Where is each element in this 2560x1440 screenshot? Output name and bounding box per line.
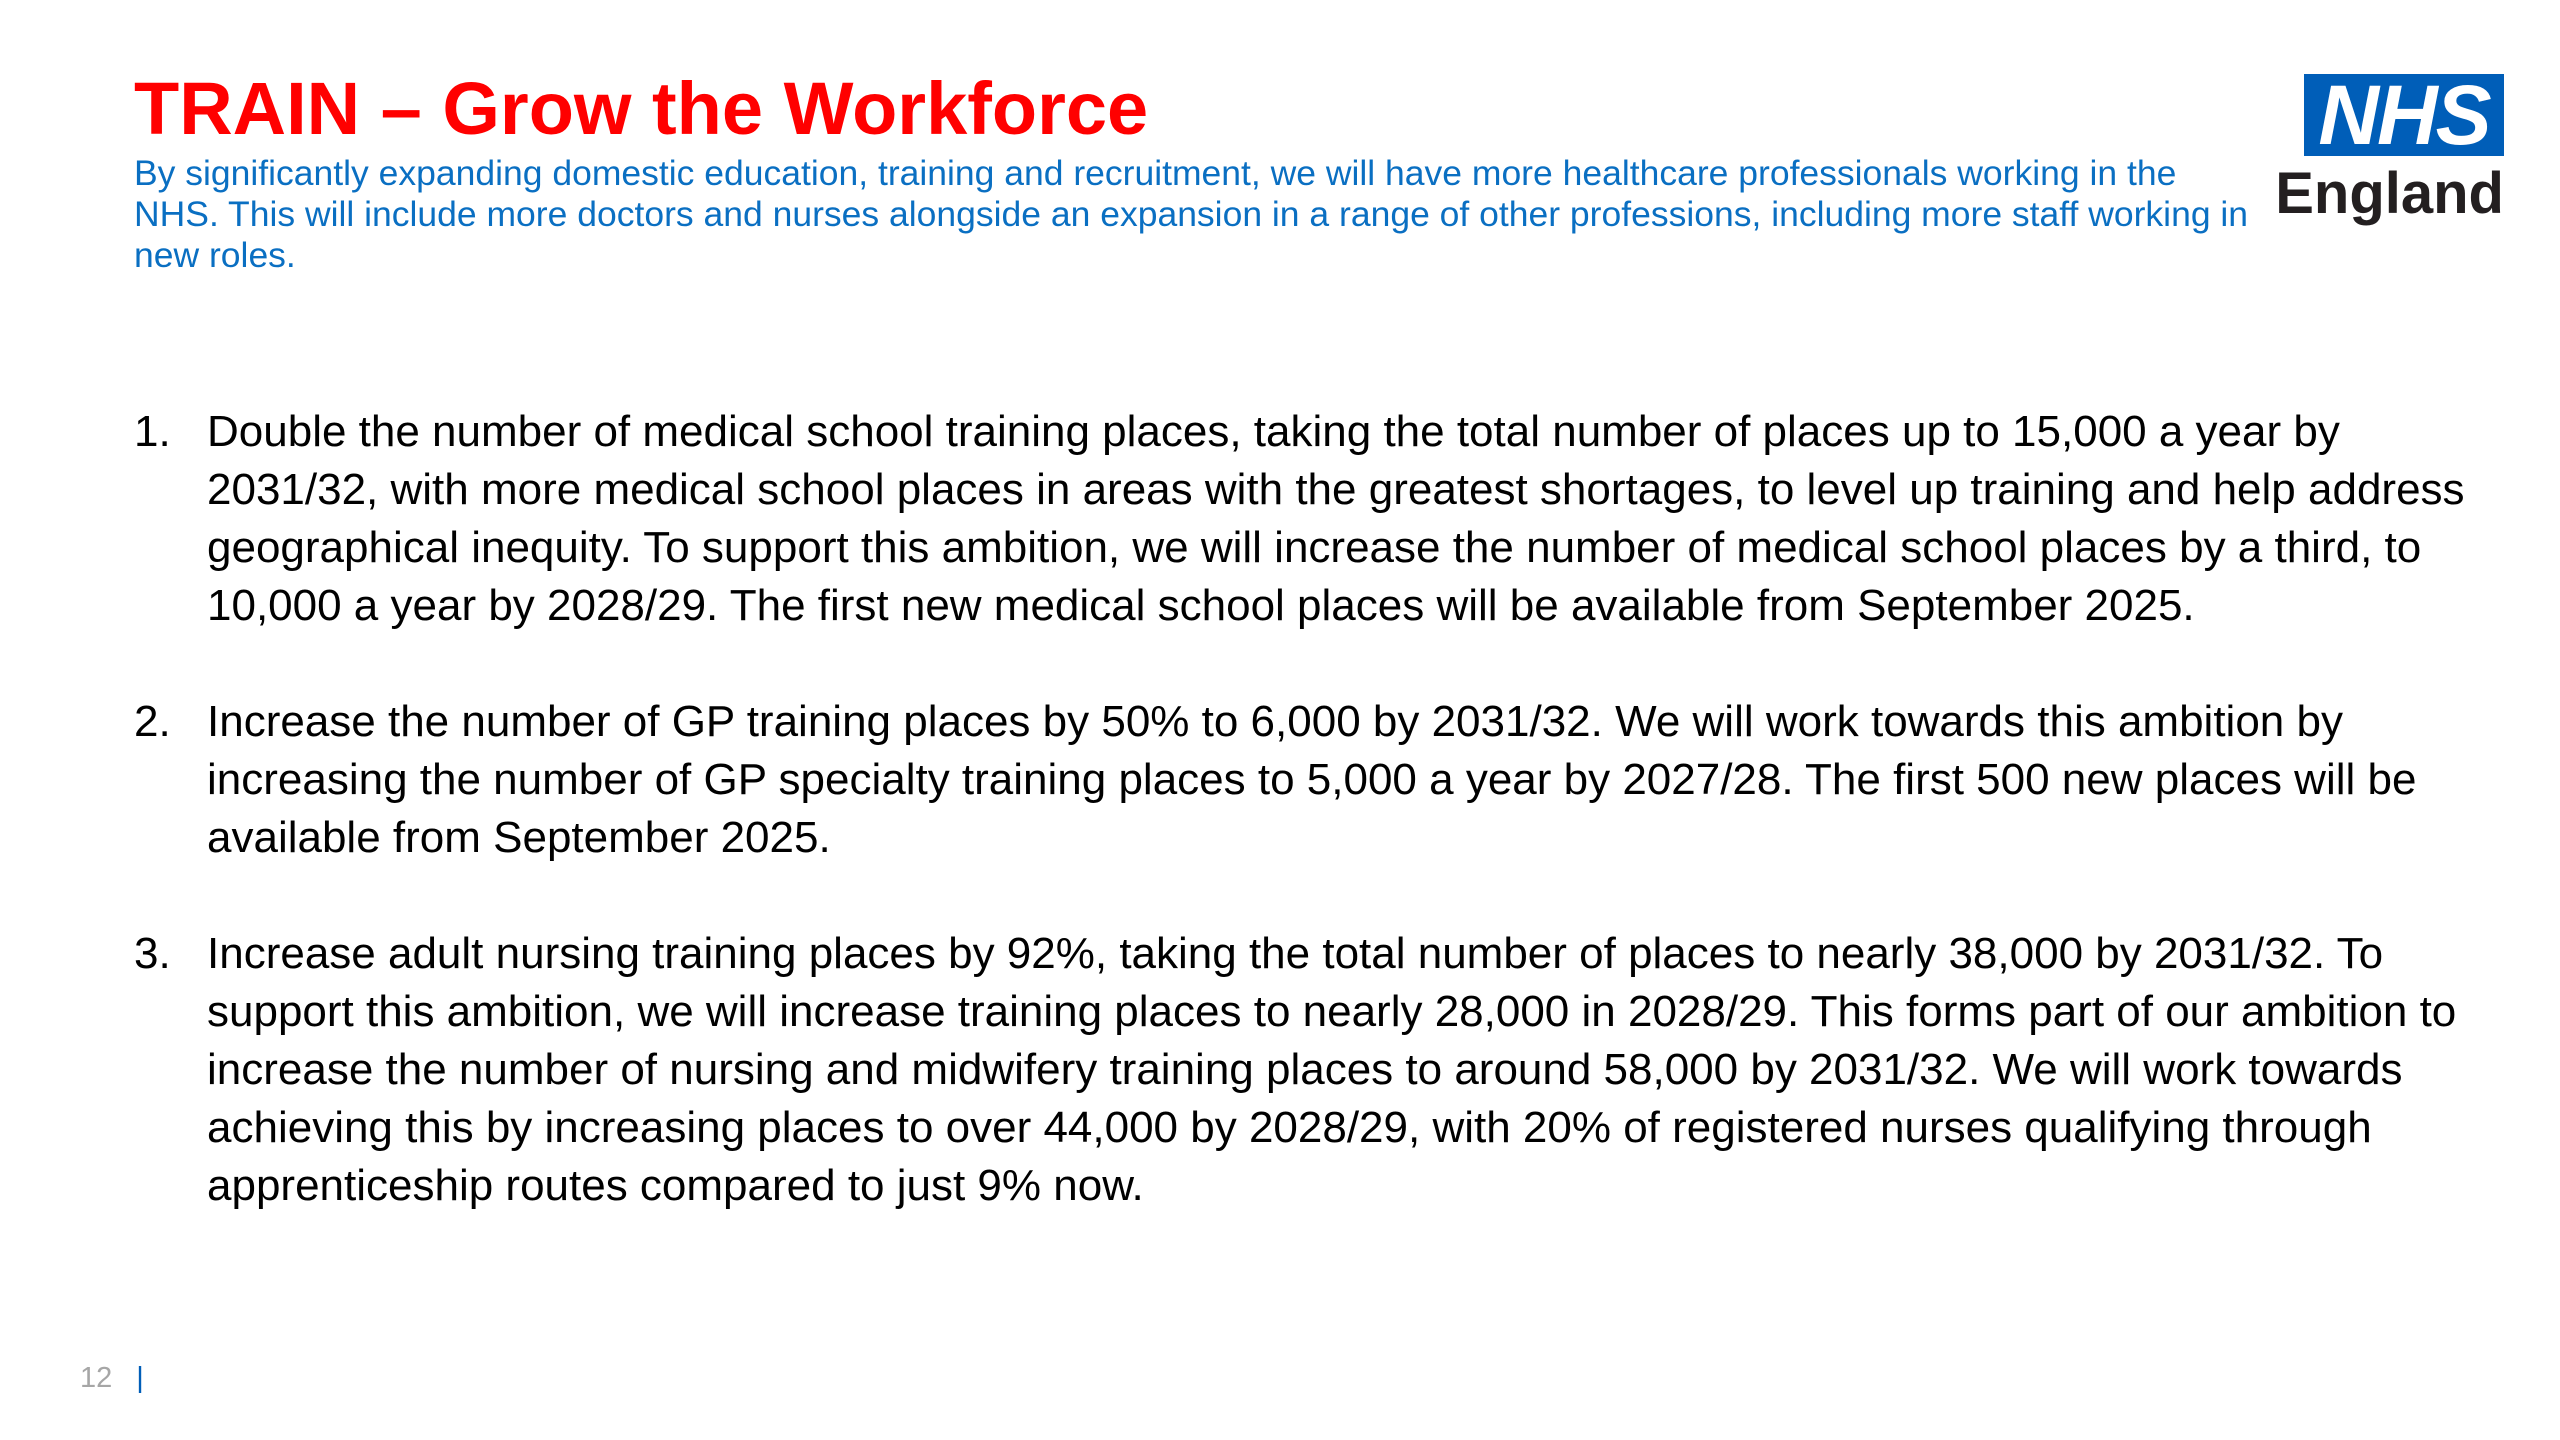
nhs-england-logo (2275, 68, 2504, 234)
slide-title: TRAIN – Grow the Workforce (134, 67, 1149, 150)
list-item (134, 403, 2514, 635)
slide-footer (80, 1360, 144, 1396)
list-item-text: Increase the number of GP training places by 50% to 6,000 by 2031/32. We will work towards this ambition by increasing the number of GP specialty training places to 5,000 a year by 2027/28. The first 500 new places will be available from September 2025. (207, 697, 2417, 862)
list-item-number: 2. (134, 697, 171, 746)
nhs-logo-mark: NHS (2304, 74, 2504, 156)
list-item (134, 693, 2514, 867)
page-number: 12 (80, 1362, 113, 1394)
list-item (134, 925, 2514, 1215)
nhs-logo-name: England (2275, 161, 2504, 226)
list-item-number: 3. (134, 929, 171, 978)
commitments-list (134, 403, 2514, 1273)
list-item-text: Double the number of medical school training places, taking the total number of places up to 15,000 a year by 2031/32, with more medical school places in areas with the greatest shortages, to level up training and help address geographical inequity. To support this ambition, we will increase the number of medical school places by a third, to 10,000 a year by 2028/29. The first new medical school places will be available from September 2025. (207, 407, 2465, 630)
list-item-number: 1. (134, 407, 171, 456)
list-item-text: Increase adult nursing training places by 92%, taking the total number of places to nearly 38,000 by 2031/32. To support this ambition, we will increase training places to nearly 28,000 in 2028/29. This forms part of our ambition to increase the number of nursing and midwifery training places to around 58,000 by 2031/32. We will work towards achieving this by increasing places to over 44,000 by 2028/29, with 20% of registered nurses qualifying through apprenticeship routes compared to just 9% now. (207, 929, 2457, 1210)
slide-subtitle: By significantly expanding domestic education, training and recruitment, we will have more healthcare professionals working in the NHS. This will include more doctors and nurses alongside an expansion in a range of other professions, including more staff working in new roles. (134, 153, 2249, 275)
footer-separator: | (136, 1362, 144, 1394)
